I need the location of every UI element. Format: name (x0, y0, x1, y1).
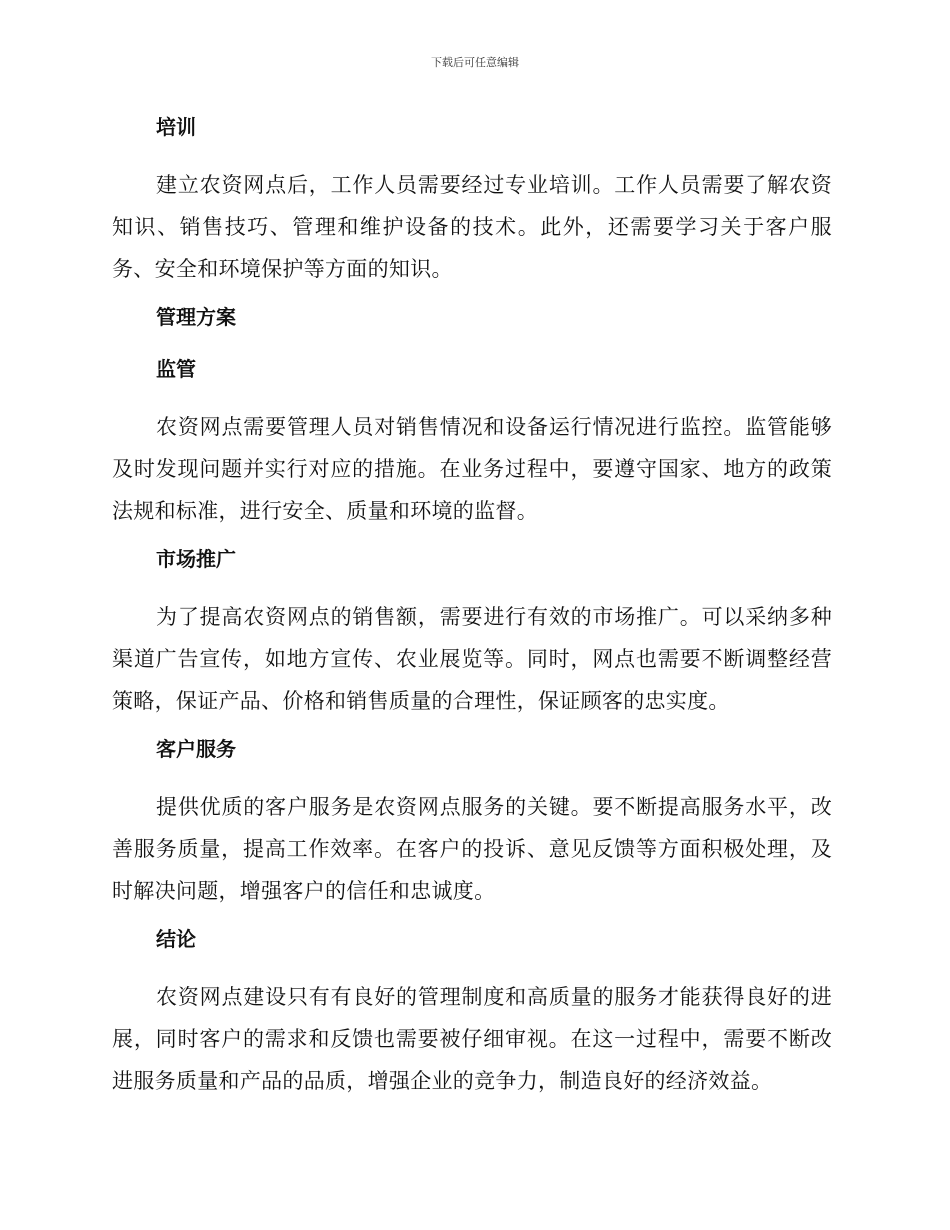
section-heading-customer-service: 客户服务 (156, 737, 236, 761)
paragraph-marketing: 为了提高农资网点的销售额，需要进行有效的市场推广。可以采纳多种渠道广告宣传，如地方宣传、农业展览等。同时，网点也需要不断调整经营策略，保证产品、价格和销售质量的合理性，保证顾客的忠实度。 (112, 605, 832, 713)
paragraph-training: 建立农资网点后，工作人员需要经过专业培训。工作人员需要了解农资知识、销售技巧、管理和维护设备的技术。此外，还需要学习关于客户服务、安全和环境保护等方面的知识。 (112, 173, 832, 281)
section-heading-conclusion: 结论 (156, 927, 196, 951)
paragraph-supervision: 农资网点需要管理人员对销售情况和设备运行情况进行监控。监管能够及时发现问题并实行对应的措施。在业务过程中，要遵守国家、地方的政策法规和标准，进行安全、质量和环境的监督。 (112, 415, 832, 523)
paragraph-customer-service: 提供优质的客户服务是农资网点服务的关键。要不断提高服务水平，改善服务质量，提高工作效率。在客户的投诉、意见反馈等方面积极处理，及时解决问题，增强客户的信任和忠诚度。 (112, 795, 832, 903)
section-heading-management-plan: 管理方案 (156, 305, 236, 329)
section-heading-supervision: 监管 (156, 357, 196, 381)
section-heading-marketing: 市场推广 (156, 547, 236, 571)
paragraph-conclusion: 农资网点建设只有有良好的管理制度和高质量的服务才能获得良好的进展，同时客户的需求和反馈也需要被仔细审视。在这一过程中，需要不断改进服务质量和产品的品质，增强企业的竞争力，制造良好的经济效益。 (112, 985, 832, 1093)
section-heading-training: 培训 (156, 115, 196, 139)
document-body (112, 112, 832, 1114)
page-header: 下载后可任意编辑 (431, 56, 519, 69)
